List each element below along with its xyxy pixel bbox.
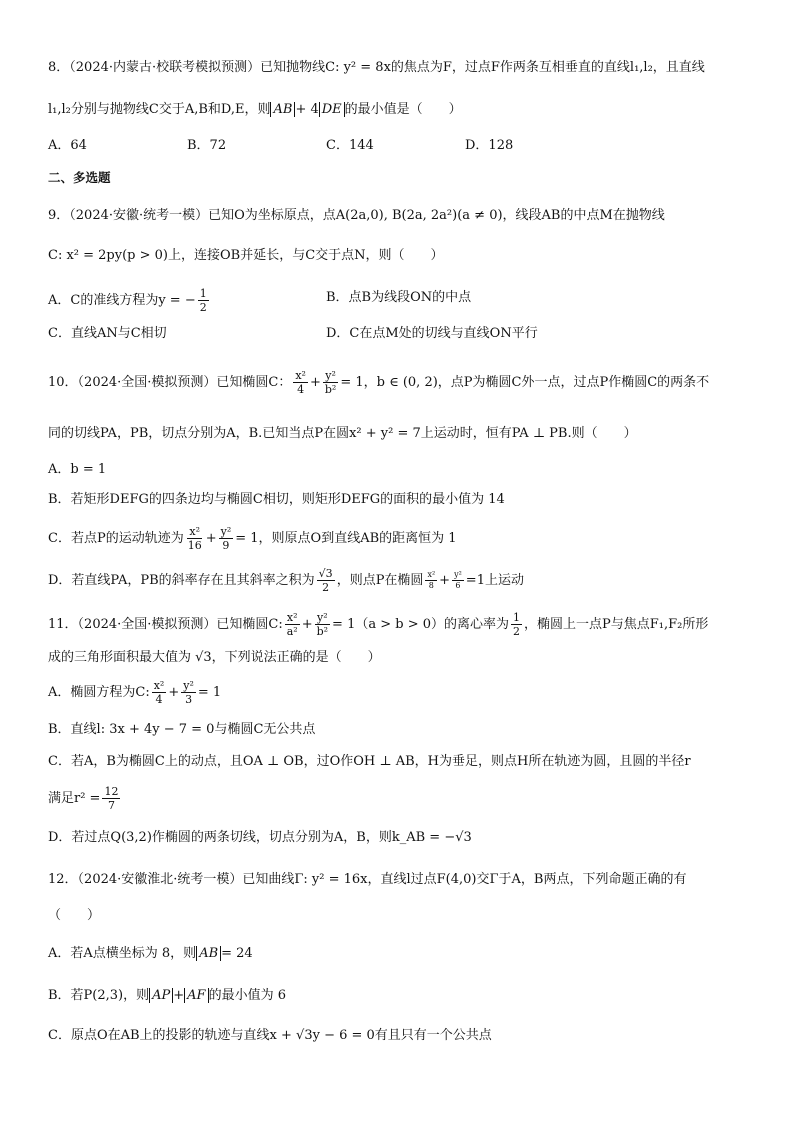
q11-a-fraction-y [181,680,196,705]
q8-stem-line2 [48,100,462,120]
q11-a-fraction-x [152,680,167,705]
fraction-numerator: y² [454,570,462,579]
q9-option-c: C．直线AN与C相切 [48,326,167,341]
q10-d-fraction-slope [317,568,335,593]
fraction-numerator: √3 [318,567,333,580]
q10-fraction-x [293,370,308,395]
q10-option-a: A．b = 1 [48,462,107,477]
q8-plus-four: + 4 [295,102,319,117]
q10-option-d [48,568,524,593]
q9-option-a-text: A．C的准线方程为y = − [48,293,196,308]
q11-c-fraction-radius [102,786,120,811]
plus-sign: + [173,988,185,1003]
q11-option-d: D．若过点Q(3,2)作椭圆的两条切线，切点分别为A，B，则k_AB = −√3 [48,830,472,845]
q10-line1-b: = 1，b ∈ (0, 2)，点P为椭圆C外一点，过点P作椭圆C的两条不 [340,375,710,390]
q12-abs-ap: AP [149,988,173,1003]
q8-abs-de: DE [319,102,345,117]
q8-stem-line1: 8．（2024·内蒙古·校联考模拟预测）已知抛物线C: y² = 8x的焦点为F，过点F作两条互相垂直的直线l₁,l₂，且直线 [48,60,705,75]
q9-option-a [48,288,211,313]
q11-option-a [48,680,221,705]
q11-line1-b: = 1（a > b > 0）的离心率为 [332,617,510,632]
plus-sign: + [439,573,451,588]
fraction-denominator: 16 [187,539,202,552]
q8-option-b: B．72 [187,138,227,153]
fraction-denominator: 8 [428,581,434,590]
q11-fraction-eccentricity [511,612,522,637]
fraction-denominator: 2 [199,301,207,314]
q12-option-b [48,986,286,1006]
q10-option-d-a: D．若直线PA，PB的斜率存在且其斜率之积为 [48,573,315,588]
fraction-denominator: b² [324,383,337,396]
q10-option-c [48,526,457,551]
fraction-denominator: 2 [322,581,330,594]
fraction-denominator: a² [286,625,298,638]
q11-line1-a: 11．（2024·全国·模拟预测）已知椭圆C: [48,617,283,632]
fraction-denominator: 4 [155,693,163,706]
q12-abs-af: AF [184,988,208,1003]
q11-option-c-line2 [48,786,122,811]
fraction-numerator: 1 [513,611,521,624]
fraction-numerator: y² [325,369,336,382]
fraction-denominator: 3 [185,693,193,706]
q11-option-a-a: A．椭圆方程为C: [48,685,150,700]
fraction-numerator: x² [153,679,165,692]
fraction-numerator: x² [189,525,201,538]
fraction-numerator: y² [220,525,232,538]
q11-option-b: B．直线l: 3x + 4y − 7 = 0与椭圆C无公共点 [48,722,316,737]
q12-option-b-a: B．若P(2,3)，则 [48,988,150,1003]
q12-stem-line2: （ ） [48,908,101,923]
fraction-numerator: x² [286,611,298,624]
q10-line1-a: 10．（2024·全国·模拟预测）已知椭圆C： [48,375,292,390]
q9-option-a-fraction [198,288,209,313]
fraction-numerator: x² [295,369,306,382]
fraction-denominator: 7 [107,799,115,812]
q8-option-a: A．64 [48,138,87,153]
q10-option-d-b: ，则点P在椭圆 [336,573,424,588]
q9-option-b: B．点B为线段ON的中点 [326,290,472,305]
q11-stem-line2: 成的三角形面积最大值为 √3，下列说法正确的是（ ） [48,650,381,665]
fraction-denominator: b² [316,625,329,638]
fraction-denominator: 2 [513,625,521,638]
q9-stem-line1: 9．（2024·安徽·统考一模）已知O为坐标原点，点A(2a,0), B(2a, 2a²)(a ≠ 0)，线段AB的中点M在抛物线 [48,208,665,223]
plus-sign: + [168,685,180,700]
q9-option-d: D．C在点M处的切线与直线ON平行 [326,326,538,341]
q12-option-c: C．原点O在AB上的投影的轨迹与直线x + √3y − 6 = 0有且只有一个公共点 [48,1028,492,1043]
fraction-numerator: 12 [104,785,119,798]
plus-sign: + [205,531,217,546]
q10-c-fraction-x [186,526,204,551]
q8-abs-ab: AB [270,102,295,117]
q8-option-c: C．144 [326,138,374,153]
q10-option-c-b: = 1，则原点O到直线AB的距离恒为 1 [235,531,457,546]
q8-line2-b: 的最小值是（ ） [344,102,462,117]
q8-line2-a: l₁,l₂分别与抛物线C交于A,B和D,E，则 [48,102,271,117]
q10-option-b: B．若矩形DEFG的四条边均与椭圆C相切，则矩形DEFG的面积的最小值为 14 [48,492,505,507]
fraction-numerator: y² [317,611,328,624]
q10-d-fraction-x [425,571,437,590]
fraction-denominator: 9 [222,539,230,552]
plus-sign: + [301,617,313,632]
q12-abs-ab: AB [196,946,221,961]
fraction-denominator: 6 [455,581,461,590]
fraction-numerator: 1 [199,287,207,300]
fraction-denominator: 4 [297,383,305,396]
q11-option-c-line2-a: 满足r² = [48,791,101,806]
q10-d-fraction-y [452,571,464,590]
q10-option-c-a: C．若点P的运动轨迹为 [48,531,184,546]
q11-option-a-b: = 1 [197,685,222,700]
q10-stem-line2: 同的切线PA，PB，切点分别为A，B.已知当点P在圆x² + y² = 7上运动时，恒有PA ⊥ PB.则（ ） [48,426,637,441]
q12-stem-line1: 12．（2024·安徽淮北·统考一模）已知曲线Γ: y² = 16x，直线l过点F(4,0)交Γ于A，B两点，下列命题正确的有 [48,872,687,887]
section-heading-multiple-choice: 二、多选题 [48,170,111,185]
q11-line1-c: ，椭圆上一点P与焦点F₁,F₂所形 [524,617,709,632]
q11-fraction-y [315,612,330,637]
q12-option-a [48,944,253,964]
q10-c-fraction-y [219,526,234,551]
fraction-numerator: y² [183,679,194,692]
q9-stem-line2: C: x² = 2py(p > 0)上，连接OB并延长，与C交于点N，则（ ） [48,248,444,263]
q10-option-d-c: =1上运动 [465,573,524,588]
q10-fraction-y [323,370,338,395]
q12-option-a-a: A．若A点横坐标为 8，则 [48,946,197,961]
q11-fraction-x [285,612,300,637]
q11-stem-line1 [48,612,708,637]
q12-option-b-b: 的最小值为 6 [208,988,286,1003]
q10-stem-line1 [48,370,709,395]
q12-option-a-b: = 24 [221,946,253,961]
q11-option-c-line1: C．若A，B为椭圆C上的动点，且OA ⊥ OB，过O作OH ⊥ AB，H为垂足，则点H所在轨迹为圆，且圆的半径r [48,754,691,769]
plus-sign: + [309,375,321,390]
q8-option-d: D．128 [465,138,514,153]
fraction-numerator: x² [427,570,436,579]
